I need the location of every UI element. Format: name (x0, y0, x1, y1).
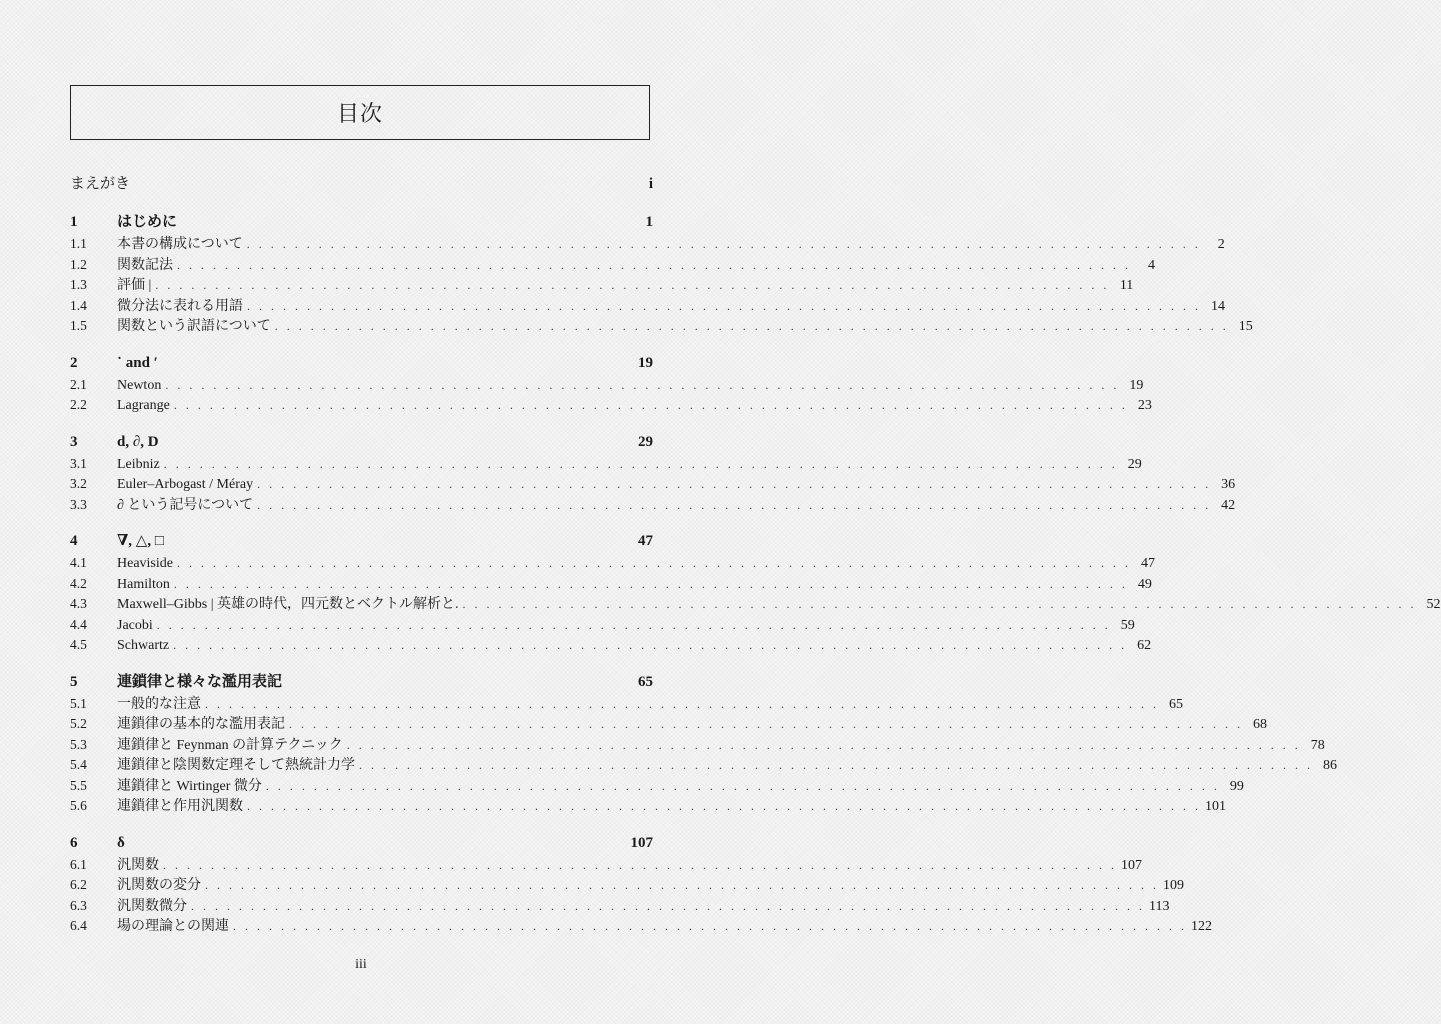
toc-section-number: 1.5 (70, 318, 87, 333)
toc-section-number: 5.5 (70, 777, 87, 793)
toc-preface-label: まえがき (70, 176, 131, 192)
toc-section[interactable] (70, 316, 1253, 337)
toc-section-page: 11 (1119, 278, 1134, 293)
toc-section-title: 連鎖律と作用汎関数 (117, 799, 243, 814)
toc-section-page: 49 (1137, 576, 1152, 592)
toc-preface[interactable] (70, 172, 653, 196)
toc-section-title: Jacobi (117, 617, 153, 633)
toc-section[interactable] (70, 694, 1183, 715)
toc-section-number: 4.3 (70, 596, 87, 611)
toc-leader-dots: . . . . . . . . . . . . . . . . . . . . . . . . . . . . . . . . . . . . . . . . . . . . . . . . . . . . . . . . . . . . . . . . . . . . . . . . . . . . . . . . (156, 617, 1111, 632)
toc-section[interactable] (70, 234, 1225, 255)
toc-section[interactable] (70, 296, 1225, 317)
table-of-contents (70, 172, 1441, 937)
toc-section-title: Lagrange (117, 398, 170, 413)
toc-leader-dots: . . . . . . . . . . . . . . . . . . . . . . . . . . . . . . . . . . . . . . . . . . . . . . . . . . . . . . . . . . . . . . . . . . . . . . . . . . . . . . . . (247, 298, 1201, 313)
toc-section-title: 汎関数の変分 (117, 878, 201, 893)
toc-section-number: 3.1 (70, 455, 87, 471)
toc-section-number: 4.1 (70, 555, 87, 570)
toc-section-title: Hamilton (117, 576, 170, 592)
toc-section[interactable] (70, 735, 1325, 756)
toc-section-number: 4.2 (70, 575, 87, 591)
toc-section[interactable] (70, 275, 1134, 296)
toc-chapter-number: 6 (70, 834, 78, 851)
toc-section[interactable] (70, 375, 1144, 396)
toc-section-title: Maxwell–Gibbs | 英雄の時代，四元数とベクトル解析と. (117, 597, 459, 612)
toc-chapter-number: 1 (70, 214, 78, 230)
toc-leader-dots: . . . . . . . . . . . . . . . . . . . . . . . . . . . . . . . . . . . . . . . . . . . . . . . . . . . . . . . . . . . . . . . . . . . . . . . . . . . . . . . . (176, 556, 1131, 570)
toc-leader-dots: . . . . . . . . . . . . . . . . . . . . . . . . . . . . . . . . . . . . . . . . . . . . . . . . . . . . . . . . . . . . . . . . . . . . . . . . . . . . . . . . (191, 898, 1145, 913)
toc-section[interactable] (70, 454, 1142, 475)
toc-section-title: 関数記法 (117, 257, 173, 273)
toc-leader-dots: . . . . . . . . . . . . . . . . . . . . . . . . . . . . . . . . . . . . . . . . . . . . . . . . . . . . . . . . . . . . . . . . . . . . . . . . . . . . . . . . (163, 456, 1118, 471)
toc-section[interactable] (70, 916, 1212, 937)
toc-section-title: 連鎖律と Feynman の計算テクニック (117, 737, 343, 753)
toc-leader-dots: . . . . . . . . . . . . . . . . . . . . . . . . . . . . . . . . . . . . . . . . . . . . . . . . . . . . . . . . . . . . . . . . . . . . . . . . . . . . . . . . (247, 799, 1201, 813)
toc-section-title: 汎関数 (117, 857, 159, 873)
toc-section-number: 6.1 (70, 856, 87, 872)
toc-chapter-title: 連鎖律と様々な濫用表記 (117, 673, 283, 690)
toc-section-page: 29 (1127, 456, 1142, 472)
toc-section-page: 47 (1140, 556, 1155, 571)
toc-leader-dots: . . . . . . . . . . . . . . . . . . . . . . . . . . . . . . . . . . . . . . . . . . . . . . . . . . . . . . . . . . . . . . . . . . . . . . . . . . . . . . . . (257, 497, 1212, 512)
toc-section-title: 本書の構成について (117, 237, 243, 252)
toc-section[interactable] (70, 395, 1152, 416)
toc-section-title: 連鎖律の基本的な濫用表記 (117, 717, 285, 732)
toc-section-title: 関数という訳語について (117, 319, 271, 334)
toc-leader-dots: . . . . . . . . . . . . . . . . . . . . . . . . . . . . . . . . . . . . . . . . . . . . . . . . . . . . . . . . . . . . . . . . . . . . . . . . . . . . . . . . (163, 857, 1117, 872)
toc-section-page: 99 (1229, 778, 1244, 794)
toc-section[interactable] (70, 796, 1226, 817)
toc-section[interactable] (70, 776, 1244, 797)
toc-chapter-title: d, ∂, D (117, 433, 159, 450)
toc-section[interactable] (70, 255, 1155, 276)
toc-section-page: 65 (1169, 696, 1183, 712)
toc-section-page: 62 (1137, 638, 1152, 653)
toc-section-number: 6.4 (70, 918, 87, 933)
toc-section-page: 52 (1426, 597, 1441, 612)
toc-chapter-page: 19 (638, 354, 653, 371)
toc-section-page: 4 (1148, 257, 1155, 273)
toc-section-title: Heaviside (117, 556, 173, 571)
toc-section[interactable] (70, 553, 1155, 574)
toc-section-number: 3.3 (70, 496, 87, 512)
toc-leader-dots: . . . . . . . . . . . . . . . . . . . . . . . . . . . . . . . . . . . . . . . . . . . . . . . . . . . . . . . . . . . . . . . . . . . . . . . . . . . . . . . . (257, 477, 1212, 491)
toc-section-number: 4.4 (70, 616, 87, 632)
toc-section[interactable] (70, 755, 1337, 776)
toc-leader-dots: . . . . . . . . . . . . . . . . . . . . . . . . . . . . . . . . . . . . . . . . . . . . . . . . . . . . . . . . . . . . . . . . . . . . . . . . . . . . . . . . (205, 696, 1159, 711)
toc-section-number: 1.2 (70, 256, 87, 272)
toc-section-page: 36 (1221, 477, 1236, 492)
toc-leader-dots: . . . . . . . . . . . . . . . . . . . . . . . . . . . . . . . . . . . . . . . . . . . . . . . . . . . . . . . . . . . . . . . . . . . . . . . . . . . . . . . . (173, 576, 1128, 591)
toc-section-number: 6.3 (70, 897, 87, 913)
toc-section-number: 2.1 (70, 376, 87, 392)
toc-section-title: Euler–Arbogast / Méray (117, 477, 254, 492)
toc-section[interactable] (70, 896, 1170, 917)
toc-chapter[interactable] (70, 529, 653, 553)
toc-section-title: 汎関数微分 (117, 898, 187, 914)
toc-section[interactable] (70, 474, 1236, 495)
toc-leader-dots: . . . . . . . . . . . . . . . . . . . . . . . . . . . . . . . . . . . . . . . . . . . . . . . . . . . . . . . . . . . . . . . . . . . . . . . . . . . . . . . . (177, 257, 1131, 272)
toc-section[interactable] (70, 875, 1184, 896)
toc-section-title: 連鎖律と Wirtinger 微分 (117, 778, 262, 794)
toc-chapter[interactable] (70, 430, 653, 454)
toc-section-page: 59 (1120, 617, 1135, 633)
page-number-footer: iii (355, 957, 367, 972)
toc-section-page: 101 (1205, 799, 1226, 814)
toc-section-number: 1.3 (70, 277, 87, 292)
toc-section[interactable] (70, 594, 1441, 615)
toc-section-page: 109 (1163, 878, 1184, 893)
toc-section-title: 微分法に表れる用語 (117, 298, 243, 314)
toc-section-page: 42 (1221, 497, 1236, 513)
toc-leader-dots: . . . . . . . . . . . . . . . . . . . . . . . . . . . . . . . . . . . . . . . . . . . . . . . . . . . . . . . . . . . . . . . . . . . . . . . . . . . . . . . . (265, 778, 1220, 793)
toc-section-title: Newton (117, 377, 162, 393)
toc-section-number: 5.1 (70, 695, 87, 711)
toc-section-number: 6.2 (70, 877, 87, 892)
toc-section-title: Leibniz (117, 456, 160, 472)
toc-chapter-page: 107 (630, 834, 653, 851)
toc-leader-dots: . . . . . . . . . . . . . . . . . . . . . . . . . . . . . . . . . . . . . . . . . . . . . . . . . . . . . . . . . . . . . . . . . . . . . . . . . . . . . . . . (155, 278, 1110, 292)
toc-chapter-page: 1 (645, 214, 653, 230)
toc-leader-dots: . . . . . . . . . . . . . . . . . . . . . . . . . . . . . . . . . . . . . . . . . . . . . . . . . . . . . . . . . . . . . . . . . . . . . . . . . . . . . . . . (165, 377, 1120, 392)
toc-chapter-page: 65 (638, 673, 653, 690)
toc-leader-dots: . . . . . . . . . . . . . . . . . . . . . . . . . . . . . . . . . . . . . . . . . . . . . . . . . . . . . . . . . . . . . . . . . . . . . . . . . . . . . . . . (346, 737, 1301, 752)
toc-section-page: 15 (1238, 319, 1253, 334)
toc-section-page: 19 (1129, 377, 1144, 393)
toc-section-title: Schwartz (117, 638, 170, 653)
toc-section-number: 4.5 (70, 637, 87, 652)
toc-chapter-page: 47 (638, 533, 653, 549)
toc-section-number: 1.4 (70, 297, 87, 313)
toc-chapter[interactable] (70, 210, 653, 234)
toc-section-number: 5.3 (70, 736, 87, 752)
toc-section-number: 5.6 (70, 798, 87, 813)
toc-leader-dots: . . . . . . . . . . . . . . . . . . . . . . . . . . . . . . . . . . . . . . . . . . . . . . . . . . . . . . . . . . . . . . . . . . . . . . . . . . . . . . . . (274, 319, 1229, 333)
toc-section[interactable] (70, 495, 1236, 516)
toc-chapter-page: 29 (638, 433, 653, 450)
toc-chapter[interactable] (70, 351, 653, 375)
page-title: 目次 (336, 101, 383, 126)
toc-section-number: 3.2 (70, 476, 87, 491)
toc-leader-dots: . . . . . . . . . . . . . . . . . . . . . . . . . . . . . . . . . . . . . . . . . . . . . . . . . . . . . . . . . . . . . . . . . . . . . . . . . . . . . . . . (289, 717, 1243, 731)
toc-chapter-title: はじめに (117, 214, 178, 230)
toc-chapter[interactable] (70, 831, 653, 855)
toc-section-page: 122 (1191, 919, 1212, 934)
toc-section-number: 2.2 (70, 397, 87, 412)
toc-preface-page: i (648, 176, 653, 192)
toc-section-number: 5.4 (70, 757, 87, 772)
toc-section-title: 連鎖律と陰関数定理そして熱統計力学 (117, 758, 355, 773)
toc-section[interactable] (70, 615, 1135, 636)
toc-chapter-title: ˙ and ′ (117, 354, 158, 371)
toc-section[interactable] (70, 855, 1142, 876)
toc-section-title: ∂ という記号について (117, 497, 254, 513)
toc-section-page: 68 (1253, 717, 1267, 732)
toc-leader-dots: . . . . . . . . . . . . . . . . . . . . . . . . . . . . . . . . . . . . . . . . . . . . . . . . . . . . . . . . . . . . . . . . . . . . . . . . . . . . . . . . (359, 758, 1313, 772)
toc-leader-dots: . . . . . . . . . . . . . . . . . . . . . . . . . . . . . . . . . . . . . . . . . . . . . . . . . . . . . . . . . . . . . . . . . . . . . . . . . . . . . . . . (246, 237, 1201, 251)
toc-leader-dots: . . . . . . . . . . . . . . . . . . . . . . . . . . . . . . . . . . . . . . . . . . . . . . . . . . . . . . . . . . . . . . . . . . . . . . . . . . . . . . . . (462, 597, 1417, 611)
toc-chapter-number: 5 (70, 673, 78, 690)
toc-section-title: 一般的な注意 (117, 696, 201, 712)
toc-section-page: 86 (1323, 758, 1337, 773)
toc-leader-dots: . . . . . . . . . . . . . . . . . . . . . . . . . . . . . . . . . . . . . . . . . . . . . . . . . . . . . . . . . . . . . . . . . . . . . . . . . . . . . . . . (205, 878, 1159, 892)
toc-section-page: 107 (1121, 857, 1142, 873)
toc-title-box (70, 85, 650, 140)
toc-section[interactable] (70, 574, 1152, 595)
toc-leader-dots: . . . . . . . . . . . . . . . . . . . . . . . . . . . . . . . . . . . . . . . . . . . . . . . . . . . . . . . . . . . . . . . . . . . . . . . . . . . . . . . . (233, 919, 1187, 933)
toc-section-page: 23 (1137, 398, 1152, 413)
toc-section-page: 2 (1217, 237, 1225, 252)
toc-section[interactable] (70, 635, 1152, 656)
toc-section-page: 78 (1310, 737, 1325, 753)
toc-chapter[interactable] (70, 670, 653, 694)
toc-section-number: 1.1 (70, 236, 87, 251)
toc-section-page: 113 (1149, 898, 1170, 914)
toc-chapter-title: ∇, △, □ (117, 533, 164, 549)
toc-section[interactable] (70, 714, 1267, 735)
toc-chapter-number: 2 (70, 354, 78, 371)
toc-section-title: 評価 | (117, 278, 152, 293)
toc-chapter-number: 4 (70, 533, 78, 549)
toc-leader-dots: . . . . . . . . . . . . . . . . . . . . . . . . . . . . . . . . . . . . . . . . . . . . . . . . . . . . . . . . . . . . . . . . . . . . . . . . . . . . . . . . (173, 638, 1128, 652)
toc-section-number: 5.2 (70, 716, 87, 731)
toc-chapter-number: 3 (70, 433, 78, 450)
toc-leader-dots: . . . . . . . . . . . . . . . . . . . . . . . . . . . . . . . . . . . . . . . . . . . . . . . . . . . . . . . . . . . . . . . . . . . . . . . . . . . . . . . . (173, 398, 1128, 412)
toc-chapter-title: δ (117, 834, 125, 851)
toc-section-page: 14 (1211, 298, 1225, 314)
toc-section-title: 場の理論との関連 (117, 919, 229, 934)
